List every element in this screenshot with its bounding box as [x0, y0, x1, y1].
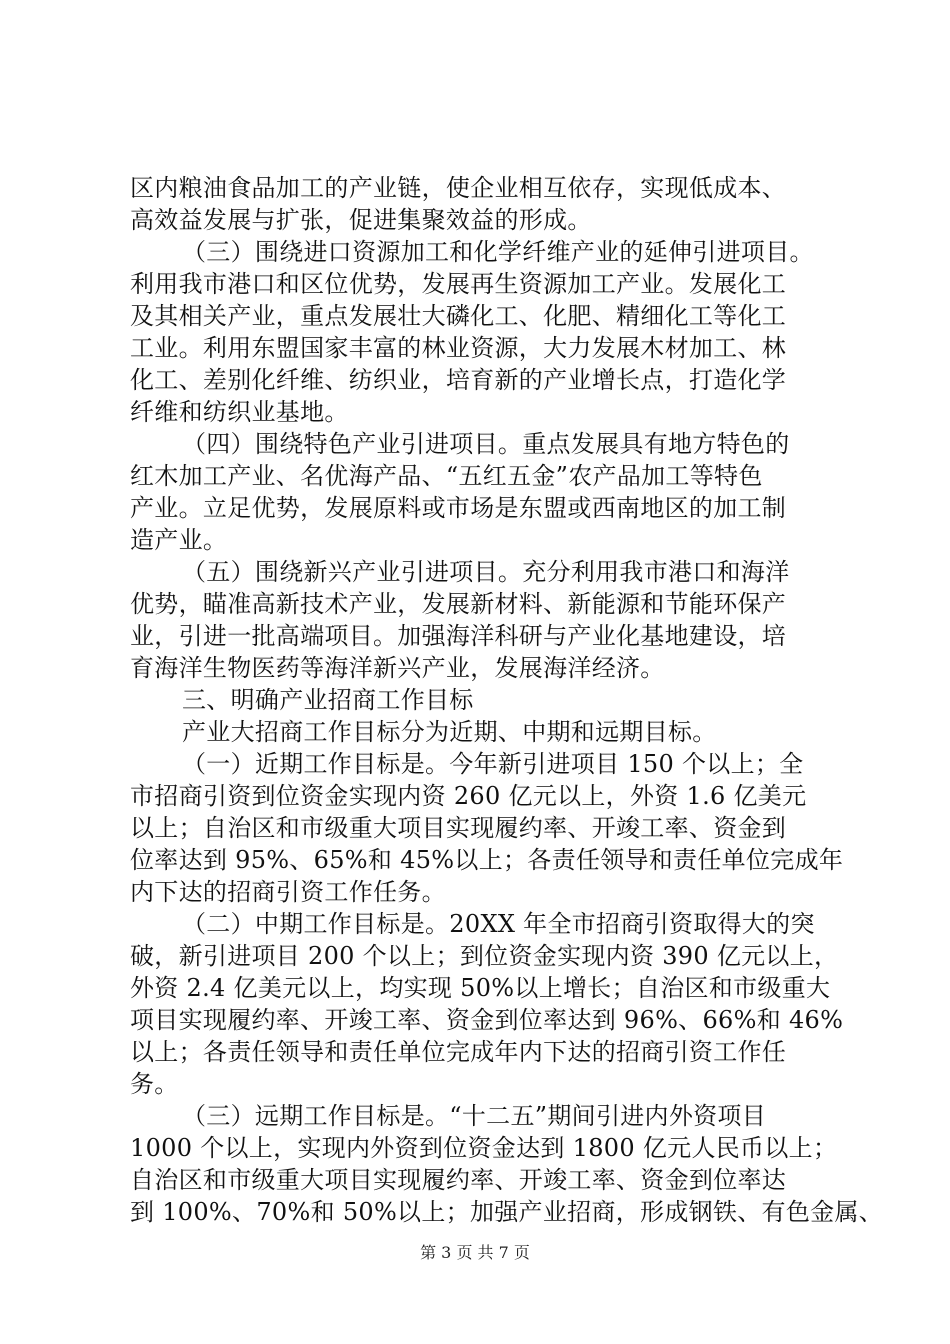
text-line-29: 务。 — [130, 1070, 179, 1098]
text-line-1: 区内粮油食品加工的产业链，使企业相互依存，实现低成本、 — [130, 174, 787, 202]
text-line-11: 产业。立足优势，发展原料或市场是东盟或西南地区的加工制 — [130, 494, 787, 522]
page-footer: 第 3 页 共 7 页 — [420, 1243, 530, 1262]
text-line-32: 自治区和市级重大项目实现履约率、开竣工率、资金到位率达 — [130, 1166, 787, 1194]
text-line-16: 育海洋生物医药等海洋新兴产业，发展海洋经济。 — [130, 654, 665, 682]
text-line-10: 红木加工产业、名优海产品、“五红五金”农产品加工等特色 — [130, 462, 763, 490]
text-line-14: 优势，瞄准高新技术产业，发展新材料、新能源和节能环保产 — [130, 590, 787, 618]
text-line-33: 到 100%、70%和 50%以上；加强产业招商，形成钢铁、有色金属、 — [130, 1198, 884, 1226]
text-line-20: 市招商引资到位资金实现内资 260 亿元以上，外资 1.6 亿美元 — [130, 782, 807, 810]
text-line-25: 破，新引进项目 200 个以上；到位资金实现内资 390 亿元以上， — [130, 942, 839, 970]
text-line-7: 化工、差别化纤维、纺织业，培育新的产业增长点，打造化学 — [130, 366, 787, 394]
text-line-31: 1000 个以上，实现内外资到位资金达到 1800 亿元人民币以上； — [130, 1134, 838, 1162]
text-line-15: 业，引进一批高端项目。加强海洋科研与产业化基地建设，培 — [130, 622, 787, 650]
text-line-27: 项目实现履约率、开竣工率、资金到位率达到 96%、66%和 46% — [130, 1006, 844, 1034]
text-line-23: 内下达的招商引资工作任务。 — [130, 878, 446, 906]
section-heading: 三、明确产业招商工作目标 — [182, 686, 474, 714]
paragraph-short-term: （一）近期工作目标是。今年新引进项目 150 个以上；全 — [182, 750, 804, 778]
text-line-8: 纤维和纺织业基地。 — [130, 398, 349, 426]
text-line-28: 以上；各责任领导和责任单位完成年内下达的招商引资工作任 — [130, 1038, 787, 1066]
paragraph-start-3: （三）围绕进口资源加工和化学纤维产业的延伸引进项目。 — [182, 238, 814, 266]
text-line-5: 及其相关产业，重点发展壮大磷化工、化肥、精细化工等化工 — [130, 302, 787, 330]
text-line-22: 位率达到 95%、65%和 45%以上；各责任领导和责任单位完成年 — [130, 846, 844, 874]
text-line-26: 外资 2.4 亿美元以上，均实现 50%以上增长；自治区和市级重大 — [130, 974, 831, 1002]
paragraph-long-term: （三）远期工作目标是。“十二五”期间引进内外资项目 — [182, 1102, 767, 1130]
text-line-21: 以上；自治区和市级重大项目实现履约率、开竣工率、资金到 — [130, 814, 787, 842]
paragraph-mid-term: （二）中期工作目标是。20XX 年全市招商引资取得大的突 — [182, 910, 815, 938]
text-line-12: 造产业。 — [130, 526, 228, 554]
paragraph-start-4: （四）围绕特色产业引进项目。重点发展具有地方特色的 — [182, 430, 790, 458]
text-line-6: 工业。利用东盟国家丰富的林业资源，大力发展木材加工、林 — [130, 334, 787, 362]
text-line-2: 高效益发展与扩张，促进集聚效益的形成。 — [130, 206, 592, 234]
text-line-4: 利用我市港口和区位优势，发展再生资源加工产业。发展化工 — [130, 270, 787, 298]
paragraph-start-5: （五）围绕新兴产业引进项目。充分利用我市港口和海洋 — [182, 558, 790, 586]
section-intro: 产业大招商工作目标分为近期、中期和远期目标。 — [182, 718, 717, 746]
